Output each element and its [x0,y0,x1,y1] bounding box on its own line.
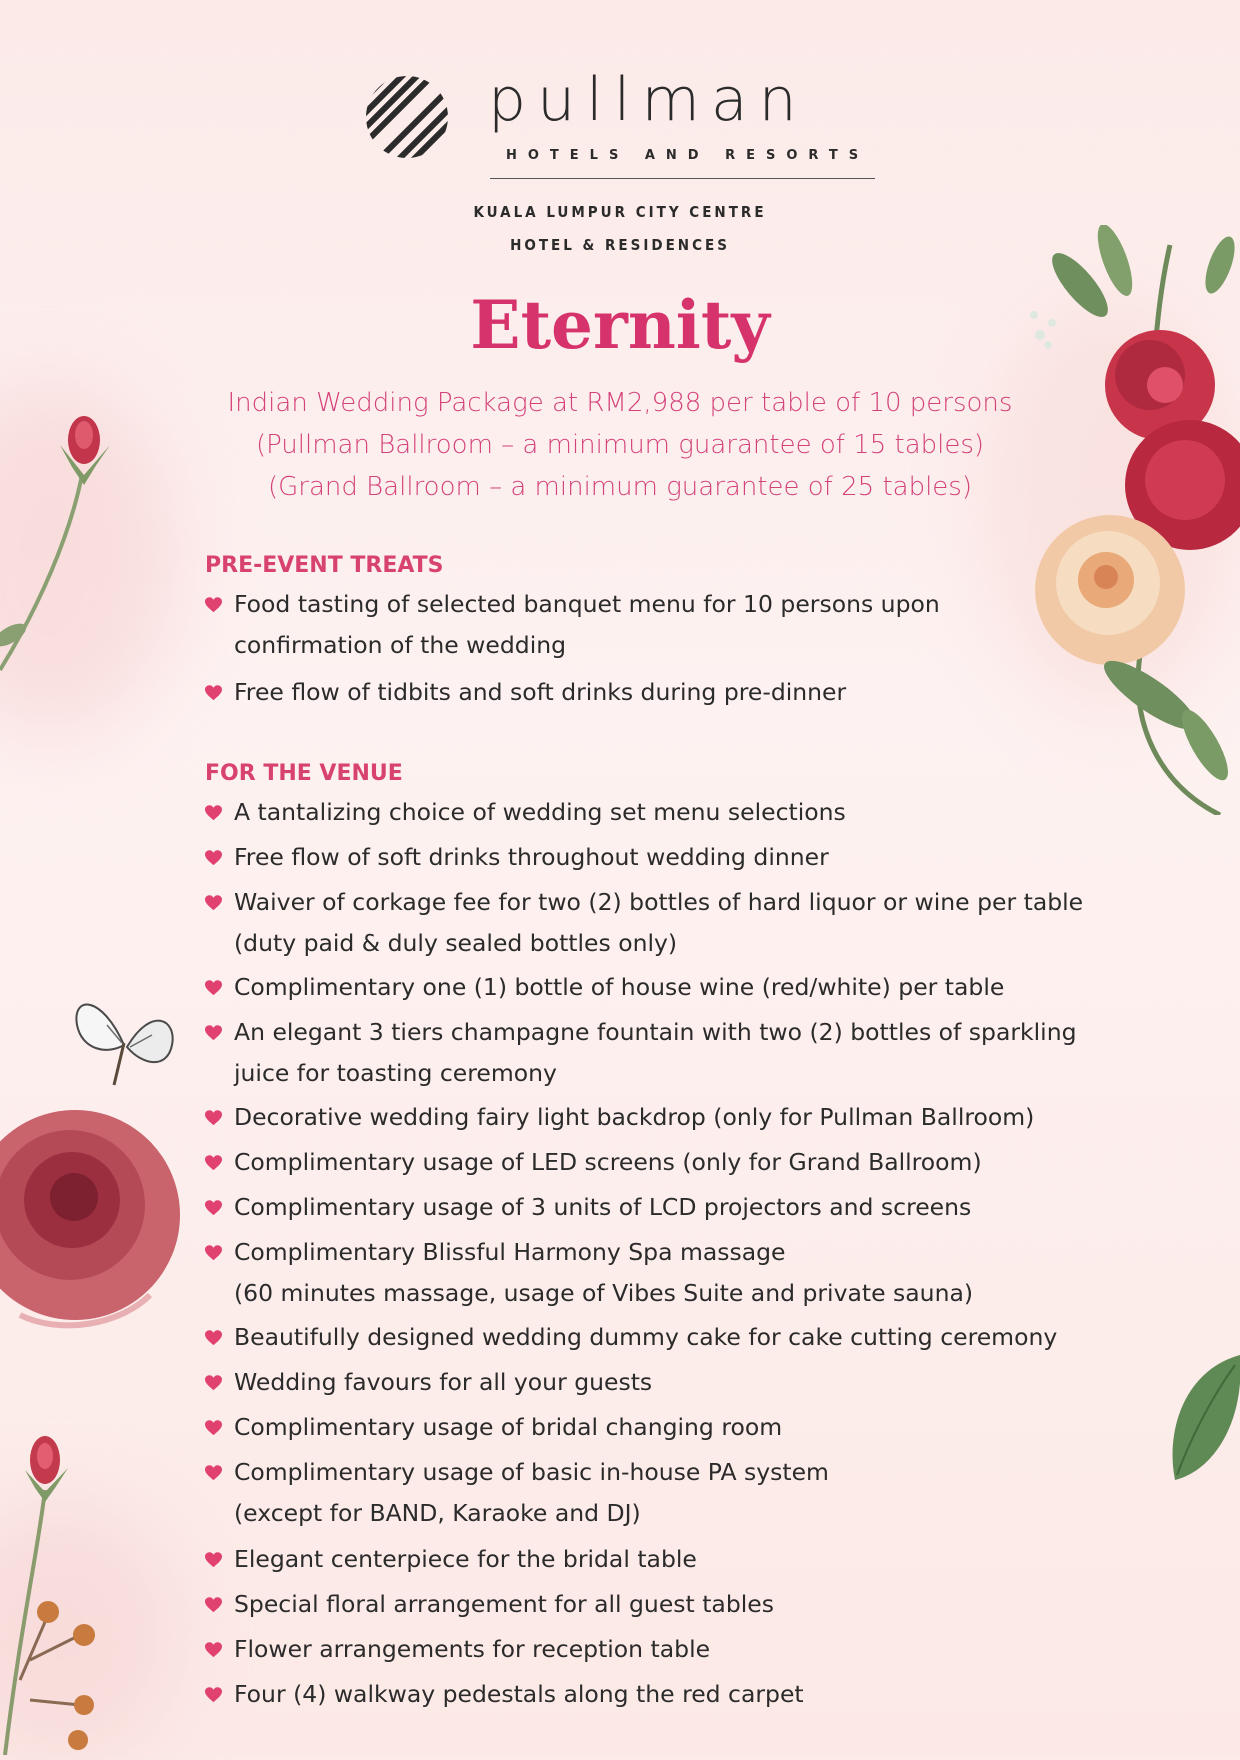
brand-name: pullman [488,65,808,135]
list-item-text: A tantalizing choice of wedding set menu selections [234,798,846,826]
heart-bullet-icon [205,1597,222,1613]
heart-bullet-icon [205,1025,222,1041]
pullman-logo-icon [364,74,450,160]
heart-bullet-icon [205,1552,222,1568]
package-line: (Grand Ballroom – a minimum guarantee of 25 tables) [268,472,972,502]
list-item-text: Flower arrangements for reception table [234,1635,711,1663]
heart-bullet-icon [205,1465,222,1481]
list-item-text: Decorative wedding fairy light backdrop (only for Pullman Ballroom) [234,1103,1035,1131]
location-line-1: KUALA LUMPUR CITY CENTRE [473,203,767,221]
list-item-text: Complimentary usage of 3 units of LCD projectors and screens [234,1193,972,1221]
list-item-text: Complimentary usage of basic in-house PA system [234,1458,829,1486]
heart-bullet-icon [205,1155,222,1171]
list-item-text: Elegant centerpiece for the bridal table [234,1545,697,1573]
heart-bullet-icon [205,895,222,911]
list-item-text: Complimentary usage of bridal changing room [234,1413,783,1441]
heart-bullet-icon [205,1375,222,1391]
rose-decoration-icon [0,1095,185,1340]
heart-bullet-icon [205,850,222,866]
package-line: (Pullman Ballroom – a minimum guarantee of 15 tables) [255,430,985,460]
list-item-text: Beautifully designed wedding dummy cake for cake cutting ceremony [234,1323,1058,1351]
page-title: Eternity [470,286,770,364]
pullman-logo [360,65,880,185]
list-item-text: Complimentary usage of LED screens (only for Grand Ballroom) [234,1148,982,1176]
list-item-text: Free flow of soft drinks throughout wedding dinner [234,843,829,871]
heart-bullet-icon [205,685,222,701]
heart-bullet-icon [205,1245,222,1261]
list-item-text: Four (4) walkway pedestals along the red carpet [234,1680,804,1708]
package-line: Indian Wedding Package at RM2,988 per table of 10 persons [227,388,1013,418]
list-item-text: juice for toasting ceremony [234,1059,557,1087]
list-item-text: Free flow of tidbits and soft drinks during pre-dinner [234,678,847,706]
section-heading: FOR THE VENUE [205,761,403,786]
heart-bullet-icon [205,805,222,821]
heart-bullet-icon [205,980,222,996]
heart-bullet-icon [205,1330,222,1346]
list-item-text: (60 minutes massage, usage of Vibes Suite and private sauna) [234,1279,974,1307]
list-item-text: Waiver of corkage fee for two (2) bottles of hard liquor or wine per table [234,888,1084,916]
list-item-text: An elegant 3 tiers champagne fountain with two (2) bottles of sparkling [234,1018,1077,1046]
butterfly-icon [72,985,177,1090]
list-item-text: (except for BAND, Karaoke and DJ) [234,1499,641,1527]
list-item-text: Complimentary Blissful Harmony Spa massage [234,1238,786,1266]
list-item-text: (duty paid & duly sealed bottles only) [234,929,678,957]
rose-decoration-icon [0,1430,110,1755]
section-heading: PRE-EVENT TREATS [205,553,444,578]
list-item-text: Food tasting of selected banquet menu for 10 persons upon [234,590,940,618]
heart-bullet-icon [205,1642,222,1658]
divider [490,178,875,179]
list-item-text: confirmation of the wedding [234,631,567,659]
list-item-text: Special floral arrangement for all guest tables [234,1590,774,1618]
heart-bullet-icon [205,1200,222,1216]
heart-bullet-icon [205,1420,222,1436]
brand-tagline: HOTELS AND RESORTS [506,148,870,163]
list-item-text: Complimentary one (1) bottle of house wine (red/white) per table [234,973,1005,1001]
heart-bullet-icon [205,1110,222,1126]
leaf-icon [1165,1350,1240,1490]
list-item-text: Wedding favours for all your guests [234,1368,653,1396]
heart-bullet-icon [205,1687,222,1703]
heart-bullet-icon [205,597,222,613]
location-line-2: HOTEL & RESIDENCES [510,236,730,254]
